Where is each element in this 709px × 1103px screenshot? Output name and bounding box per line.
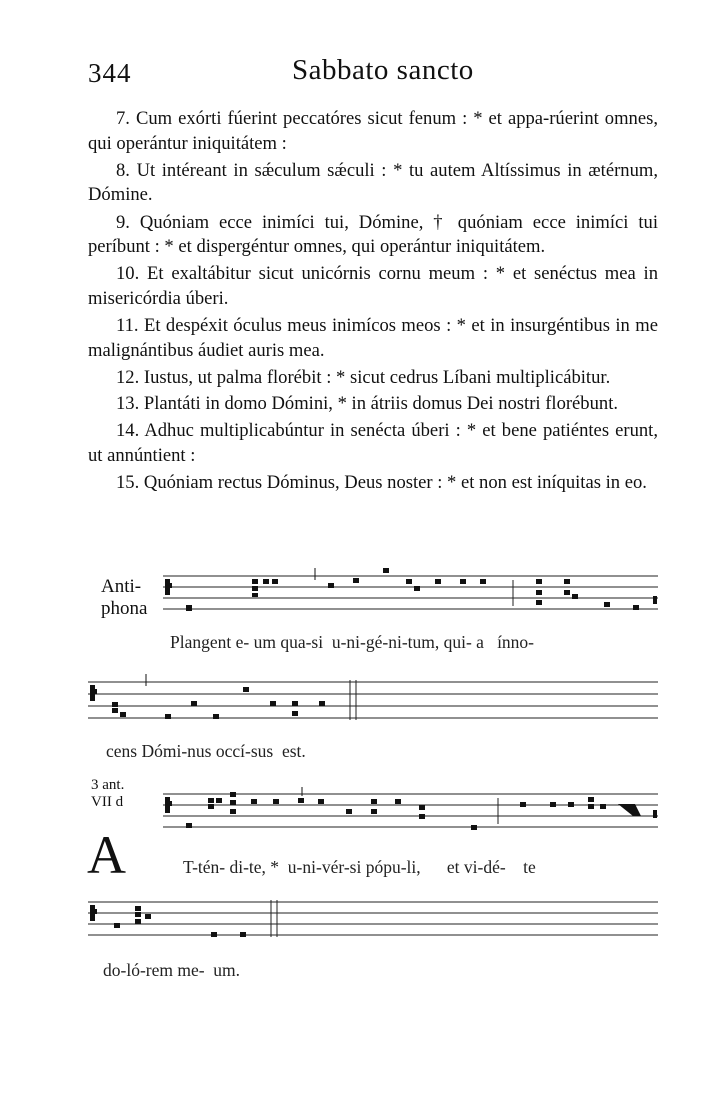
verse-10 bbox=[88, 262, 658, 311]
page-title: Sabbato sancto bbox=[292, 54, 474, 86]
antiphon-mode: VII d bbox=[91, 794, 124, 810]
drop-cap-initial: A bbox=[87, 825, 126, 885]
verse-9 bbox=[88, 211, 658, 260]
verse-number: 11. bbox=[116, 314, 139, 336]
antiphon2-lyrics-line2: do-ló-rem me- um. bbox=[103, 960, 241, 980]
chant-staff-3-notation bbox=[163, 784, 658, 844]
verse-text: Cum exórti fúerint peccatóres sicut fenum : * et appa-rúerint omnes, qui operántur iniquitátem : bbox=[88, 108, 658, 154]
verse-15 bbox=[88, 471, 658, 496]
verse-text: Quóniam rectus Dóminus, Deus noster : * et non est iníquitas in eo. bbox=[143, 472, 647, 494]
page-number: 344 bbox=[88, 58, 132, 88]
antiphon-label bbox=[101, 576, 147, 620]
antiphon-number-mode bbox=[91, 777, 124, 811]
chant-staff-1 bbox=[163, 566, 658, 630]
verse-number: 8. bbox=[116, 159, 130, 181]
verse-14 bbox=[88, 419, 658, 468]
chant-staff-4 bbox=[88, 892, 658, 952]
verse-11 bbox=[88, 314, 658, 363]
chant-staff-2-notation bbox=[88, 672, 658, 732]
verse-text: Quóniam ecce inimíci tui, Dómine, † quóniam ecce inimíci tui períbunt : * et dispergéntur omnes, qui operántur iniquitátem. bbox=[88, 211, 658, 258]
verse-number: 10. bbox=[116, 263, 140, 285]
verse-number: 7. bbox=[116, 108, 130, 129]
psalm-verses bbox=[88, 107, 658, 498]
verse-number: 12. bbox=[116, 366, 140, 388]
verse-12 bbox=[88, 366, 658, 391]
antiphon2-lyrics-line1: T-tén- di-te, * u-ni-vér-si pópu-li, et vi-dé- te bbox=[183, 857, 536, 877]
verse-text: Et exaltábitur sicut unicórnis cornu meum : * et senéctus mea in misericórdia úberi. bbox=[88, 263, 658, 309]
chant-staff-2 bbox=[88, 672, 658, 732]
verse-text: Adhuc multiplicabúntur in senécta úberi : * et bene patiéntes erunt, ut annúntient : bbox=[88, 420, 658, 467]
verse-text: Iustus, ut palma florébit : * sicut cedrus Líbani multiplicábitur. bbox=[143, 366, 611, 388]
verse-13 bbox=[88, 392, 658, 417]
chant-staff-4-notation bbox=[88, 892, 658, 952]
antiphon-label-line1: Anti- bbox=[101, 576, 142, 597]
antiphon-label-line2: phona bbox=[101, 598, 148, 619]
chant-staff-3 bbox=[163, 784, 658, 844]
verse-text: Ut intéreant in sǽculum sǽculi : * tu autem Altíssimus in ætérnum, Dómine. bbox=[88, 159, 658, 206]
verse-text: Et despéxit óculus meus inimícos meos : * et in insurgéntibus in me malignántibus áudiet auris mea. bbox=[88, 314, 658, 361]
chant-staff-1-notation bbox=[163, 566, 658, 630]
antiphon-number: 3 ant. bbox=[91, 777, 125, 793]
verse-number: 13. bbox=[116, 393, 140, 415]
verse-text: Plantáti in domo Dómini, * in átriis domus Dei nostri florébunt. bbox=[143, 393, 619, 415]
verse-number: 14. bbox=[116, 420, 140, 442]
verse-8 bbox=[88, 159, 658, 208]
antiphon-lyrics-line1: Plangent e- um qua-si u-ni-gé-ni-tum, qui- a ínno- bbox=[170, 632, 535, 652]
antiphon-lyrics-line2: cens Dómi-nus occí-sus est. bbox=[106, 741, 306, 761]
verse-7 bbox=[88, 107, 658, 156]
verse-number: 9. bbox=[116, 211, 130, 233]
verse-number: 15. bbox=[116, 472, 140, 494]
